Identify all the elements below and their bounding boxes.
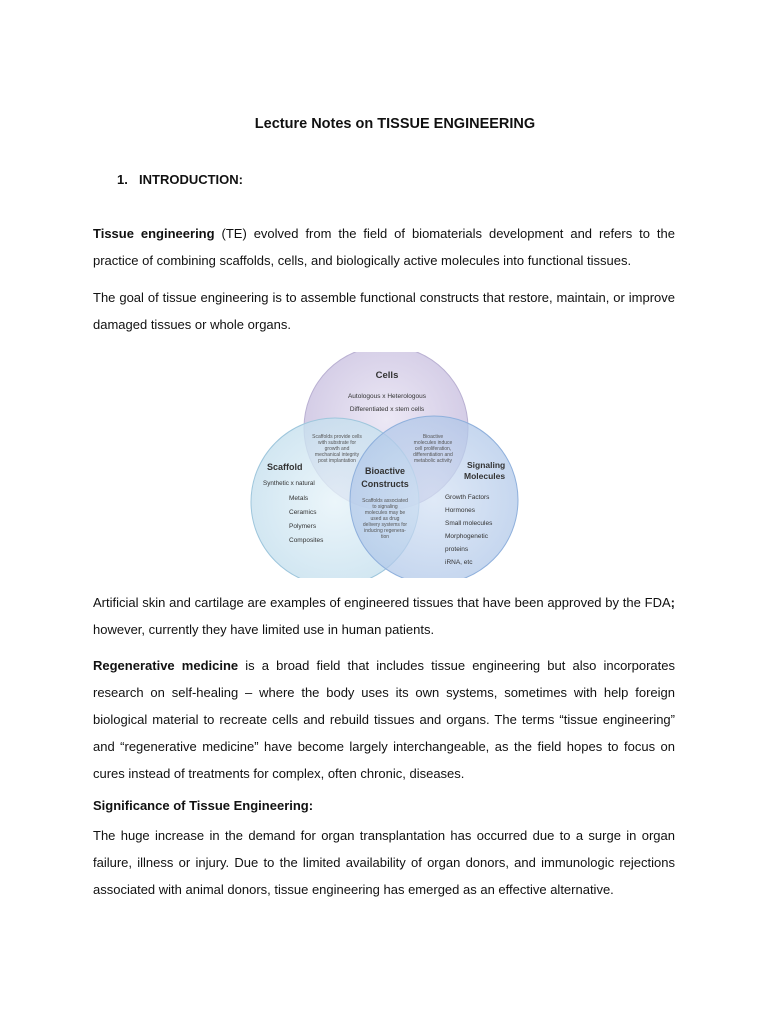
significance-heading: Significance of Tissue Engineering: bbox=[93, 798, 314, 813]
center-title-2: Constructs bbox=[361, 479, 409, 489]
overlap-text-line: used as drug bbox=[370, 516, 400, 522]
term-tissue-engineering: Tissue engineering bbox=[93, 226, 215, 241]
scaffold-item: Metals bbox=[289, 495, 309, 502]
overlap-text-line: metabolic activity bbox=[413, 458, 453, 464]
overlap-text-line: to signaling bbox=[372, 504, 398, 510]
overlap-text-line: Scaffolds provide cells bbox=[312, 434, 362, 440]
overlap-text-line: mechanical integrity bbox=[314, 452, 360, 458]
cells-title: Cells bbox=[375, 370, 399, 381]
overlap-text-line: post implantation bbox=[318, 458, 356, 464]
paragraph-text: is a broad field that includes tissue engineering but also incorporates research on self-healing – where the body uses its own systems, sometimes with help foreign biological material to recreate cells and rebuild tissues and organs. The terms “tissue engineering” and “regenerative medicine” have become largely interchangeable, as the field hopes to focus on cures instead of treatments for complex, often chronic, diseases. bbox=[93, 658, 675, 781]
scaffold-item: Polymers bbox=[289, 523, 317, 530]
term-regenerative-medicine: Regenerative medicine bbox=[93, 658, 239, 673]
overlap-text-line: growth and bbox=[324, 446, 350, 452]
signaling-item: Morphogenetic bbox=[445, 533, 488, 540]
paragraph-text: (TE) evolved from the field of biomaterials development and refers to the practice of combining scaffolds, cells, and biologically active molecules into functional tissues. bbox=[93, 226, 675, 268]
overlap-text-line: molecules may be bbox=[364, 510, 406, 516]
cells-line-1: Autologous x Heterologous bbox=[347, 393, 427, 400]
venn-diagram bbox=[247, 352, 519, 578]
paragraph-text: Artificial skin and cartilage are examples of engineered tissues that have been approved by the FDA bbox=[93, 595, 671, 610]
overlap-text-line: molecules induce bbox=[413, 440, 453, 446]
overlap-text-line: differentiation and bbox=[413, 452, 453, 458]
document-title: Lecture Notes on TISSUE ENGINEERING bbox=[254, 116, 536, 132]
scaffold-item: Composites bbox=[289, 537, 324, 544]
section-number: 1. bbox=[117, 172, 128, 187]
signaling-item: proteins bbox=[445, 546, 469, 553]
scaffold-title: Scaffold bbox=[267, 462, 303, 472]
venn-svg bbox=[247, 352, 519, 578]
section-heading-introduction bbox=[117, 172, 243, 187]
overlap-text-line: cell proliferation, bbox=[414, 446, 452, 452]
signaling-item: Hormones bbox=[445, 507, 475, 514]
cells-line-2: Differentiated x stem cells bbox=[349, 406, 425, 413]
overlap-text-line: tion bbox=[380, 534, 390, 540]
overlap-text-line: with substrate for bbox=[317, 440, 357, 446]
signaling-item: iRNA, etc bbox=[445, 559, 473, 566]
paragraph-significance: The huge increase in the demand for organ transplantation has occurred due to a surge in organ failure, illness or injury. Due to the limited availability of organ donors, and immunologic rejections associated with animal donors, tissue engineering has emerged as an effective alternative. bbox=[93, 828, 675, 897]
section-title: INTRODUCTION: bbox=[139, 172, 243, 187]
signaling-title-2: Molecules bbox=[464, 471, 506, 481]
paragraph-artificial-skin bbox=[93, 589, 675, 643]
scaffold-item: Ceramics bbox=[289, 509, 317, 516]
center-title-1: Bioactive bbox=[364, 466, 406, 476]
signaling-item: Small molecules bbox=[445, 520, 493, 527]
paragraph-goal: The goal of tissue engineering is to assemble functional constructs that restore, maintain, or improve damaged tissues or whole organs. bbox=[93, 290, 675, 332]
overlap-text-line: Bioactive bbox=[422, 434, 444, 440]
signaling-item: Growth Factors bbox=[445, 494, 490, 501]
paragraph-regenerative-medicine bbox=[93, 652, 675, 787]
semicolon: ; bbox=[670, 595, 675, 610]
paragraph-text: however, currently they have limited use in human patients. bbox=[93, 622, 435, 637]
overlap-text-line: Scaffolds associated bbox=[362, 498, 408, 504]
overlap-text-line: delivery systems for bbox=[362, 522, 408, 528]
overlap-text-line: inducing regenera- bbox=[364, 528, 406, 534]
signaling-title-1: Signaling bbox=[467, 460, 506, 470]
paragraph-tissue-engineering bbox=[93, 220, 675, 274]
scaffold-subtitle: Synthetic x natural bbox=[263, 480, 315, 487]
